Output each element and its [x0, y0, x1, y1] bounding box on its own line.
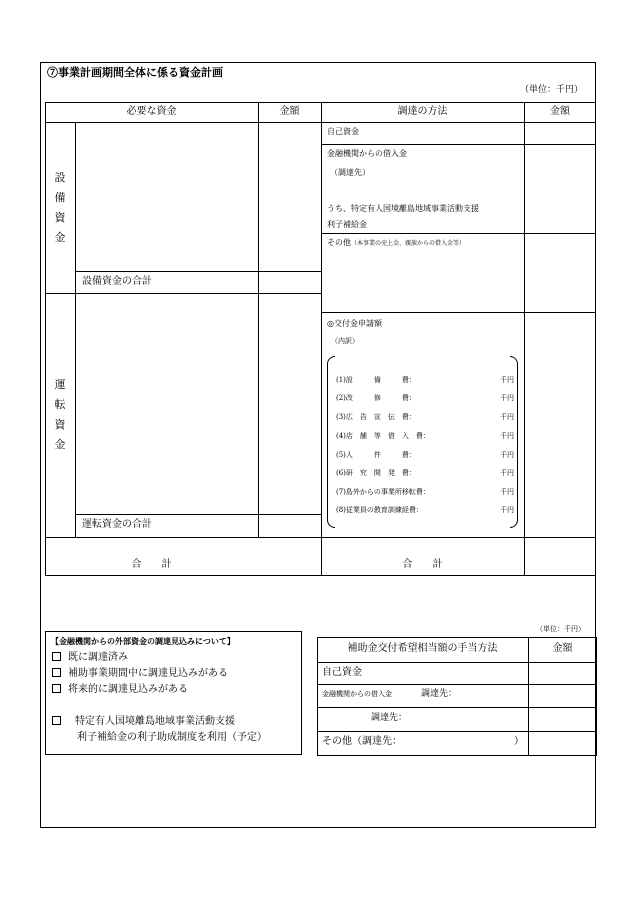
col-divider — [528, 637, 529, 756]
option-future: 将来的に調達見込みがある — [52, 684, 188, 695]
col-divider — [75, 122, 76, 537]
row-divider — [45, 293, 321, 294]
breakdown-item: (4)店 舗 等 借 入 費： 千円 — [336, 432, 514, 440]
row-divider — [75, 271, 321, 272]
grand-total-right: 合 計 — [402, 559, 443, 570]
checkbox[interactable] — [52, 684, 61, 693]
checkbox[interactable] — [52, 668, 61, 677]
col-divider — [258, 102, 259, 537]
unit-label: （単位：千円） — [520, 85, 584, 95]
operating-total-label: 運転資金の合計 — [82, 519, 152, 530]
option-during-period: 補助事業期間中に調達見込みがある — [52, 668, 228, 679]
col-divider — [321, 102, 322, 576]
col-divider — [524, 102, 525, 576]
subsidy-row-bank-loan: 金融機関からの借入金 — [322, 690, 392, 698]
equipment-total-label: 設備資金の合計 — [82, 276, 152, 287]
header-financing-method: 調達の方法 — [397, 106, 448, 117]
header-amount-2: 金額 — [550, 106, 570, 117]
breakdown-item: (1)設 備 費： 千円 — [336, 376, 514, 384]
row-divider — [317, 731, 597, 732]
subsidy-interest-line2: 利子補給金 — [327, 220, 367, 229]
subsidy-row-lender-2: 調達先： — [371, 713, 408, 723]
lender-label: （調達先） — [330, 168, 370, 177]
header-amount: 金額 — [279, 106, 300, 117]
form-title: ⑦事業計画期間全体に係る資金計画 — [47, 66, 223, 79]
equipment-funds-label: 設備資金 — [54, 171, 66, 244]
subsidy-row-lender: 調達先： — [421, 689, 458, 699]
left-bracket — [327, 356, 335, 528]
external-funding-heading: 【金融機関からの外部資金の調達見込みについて】 — [51, 636, 235, 646]
breakdown-label: （内訳） — [331, 337, 359, 345]
operating-funds-label: 運転資金 — [54, 378, 66, 451]
subsidy-header-method: 補助金交付希望相当額の手当方法 — [347, 643, 498, 654]
header-needed-funds: 必要な資金 — [126, 106, 177, 117]
subsidy-header-amount: 金額 — [552, 643, 573, 654]
breakdown-item: (5)人 件 費： 千円 — [336, 451, 514, 459]
checkbox[interactable] — [52, 652, 61, 661]
breakdown-item: (2)改 修 費： 千円 — [336, 394, 514, 402]
breakdown-item: (8)従業員の教育訓練経費： 千円 — [336, 506, 514, 514]
subsidy-row-other: その他（調達先： — [322, 736, 402, 747]
row-divider — [317, 684, 597, 685]
row-divider — [321, 233, 596, 234]
self-funds-label: 自己資金 — [327, 127, 359, 136]
breakdown-item: (3)広 告 宣 伝 費： 千円 — [336, 413, 514, 421]
breakdown-item: (7)島外からの事業所移転費： 千円 — [336, 488, 514, 496]
bank-loan-label: 金融機関からの借入金 — [327, 149, 407, 158]
breakdown-item: (6)研 究 開 発 費： 千円 — [336, 469, 514, 477]
row-divider — [317, 662, 597, 663]
subsidy-unit-label: （単位：千円） — [536, 625, 585, 633]
checkbox[interactable] — [52, 716, 61, 725]
subsidy-row-self-funds: 自己資金 — [322, 667, 362, 678]
grant-request-label: ◎交付金申請額 — [327, 319, 382, 328]
subsidy-interest-line1: うち、特定有人国境離島地域事業活動支援 — [327, 204, 479, 213]
row-divider — [317, 707, 597, 708]
grand-total-left: 合 計 — [131, 559, 172, 570]
option-already-funded: 既に調達済み — [52, 652, 128, 663]
row-divider — [75, 514, 321, 515]
option-interest-subsidy: 特定有人国境離島地域事業活動支援 — [52, 716, 235, 727]
row-divider — [321, 144, 596, 145]
other-label: その他（本事業の売上金、親族からの借入金等） — [327, 238, 466, 247]
row-divider — [321, 312, 596, 313]
option-interest-subsidy-line2: 利子補給金の利子助成制度を利用（予定） — [77, 732, 267, 743]
subsidy-row-other-close: ） — [514, 736, 524, 747]
